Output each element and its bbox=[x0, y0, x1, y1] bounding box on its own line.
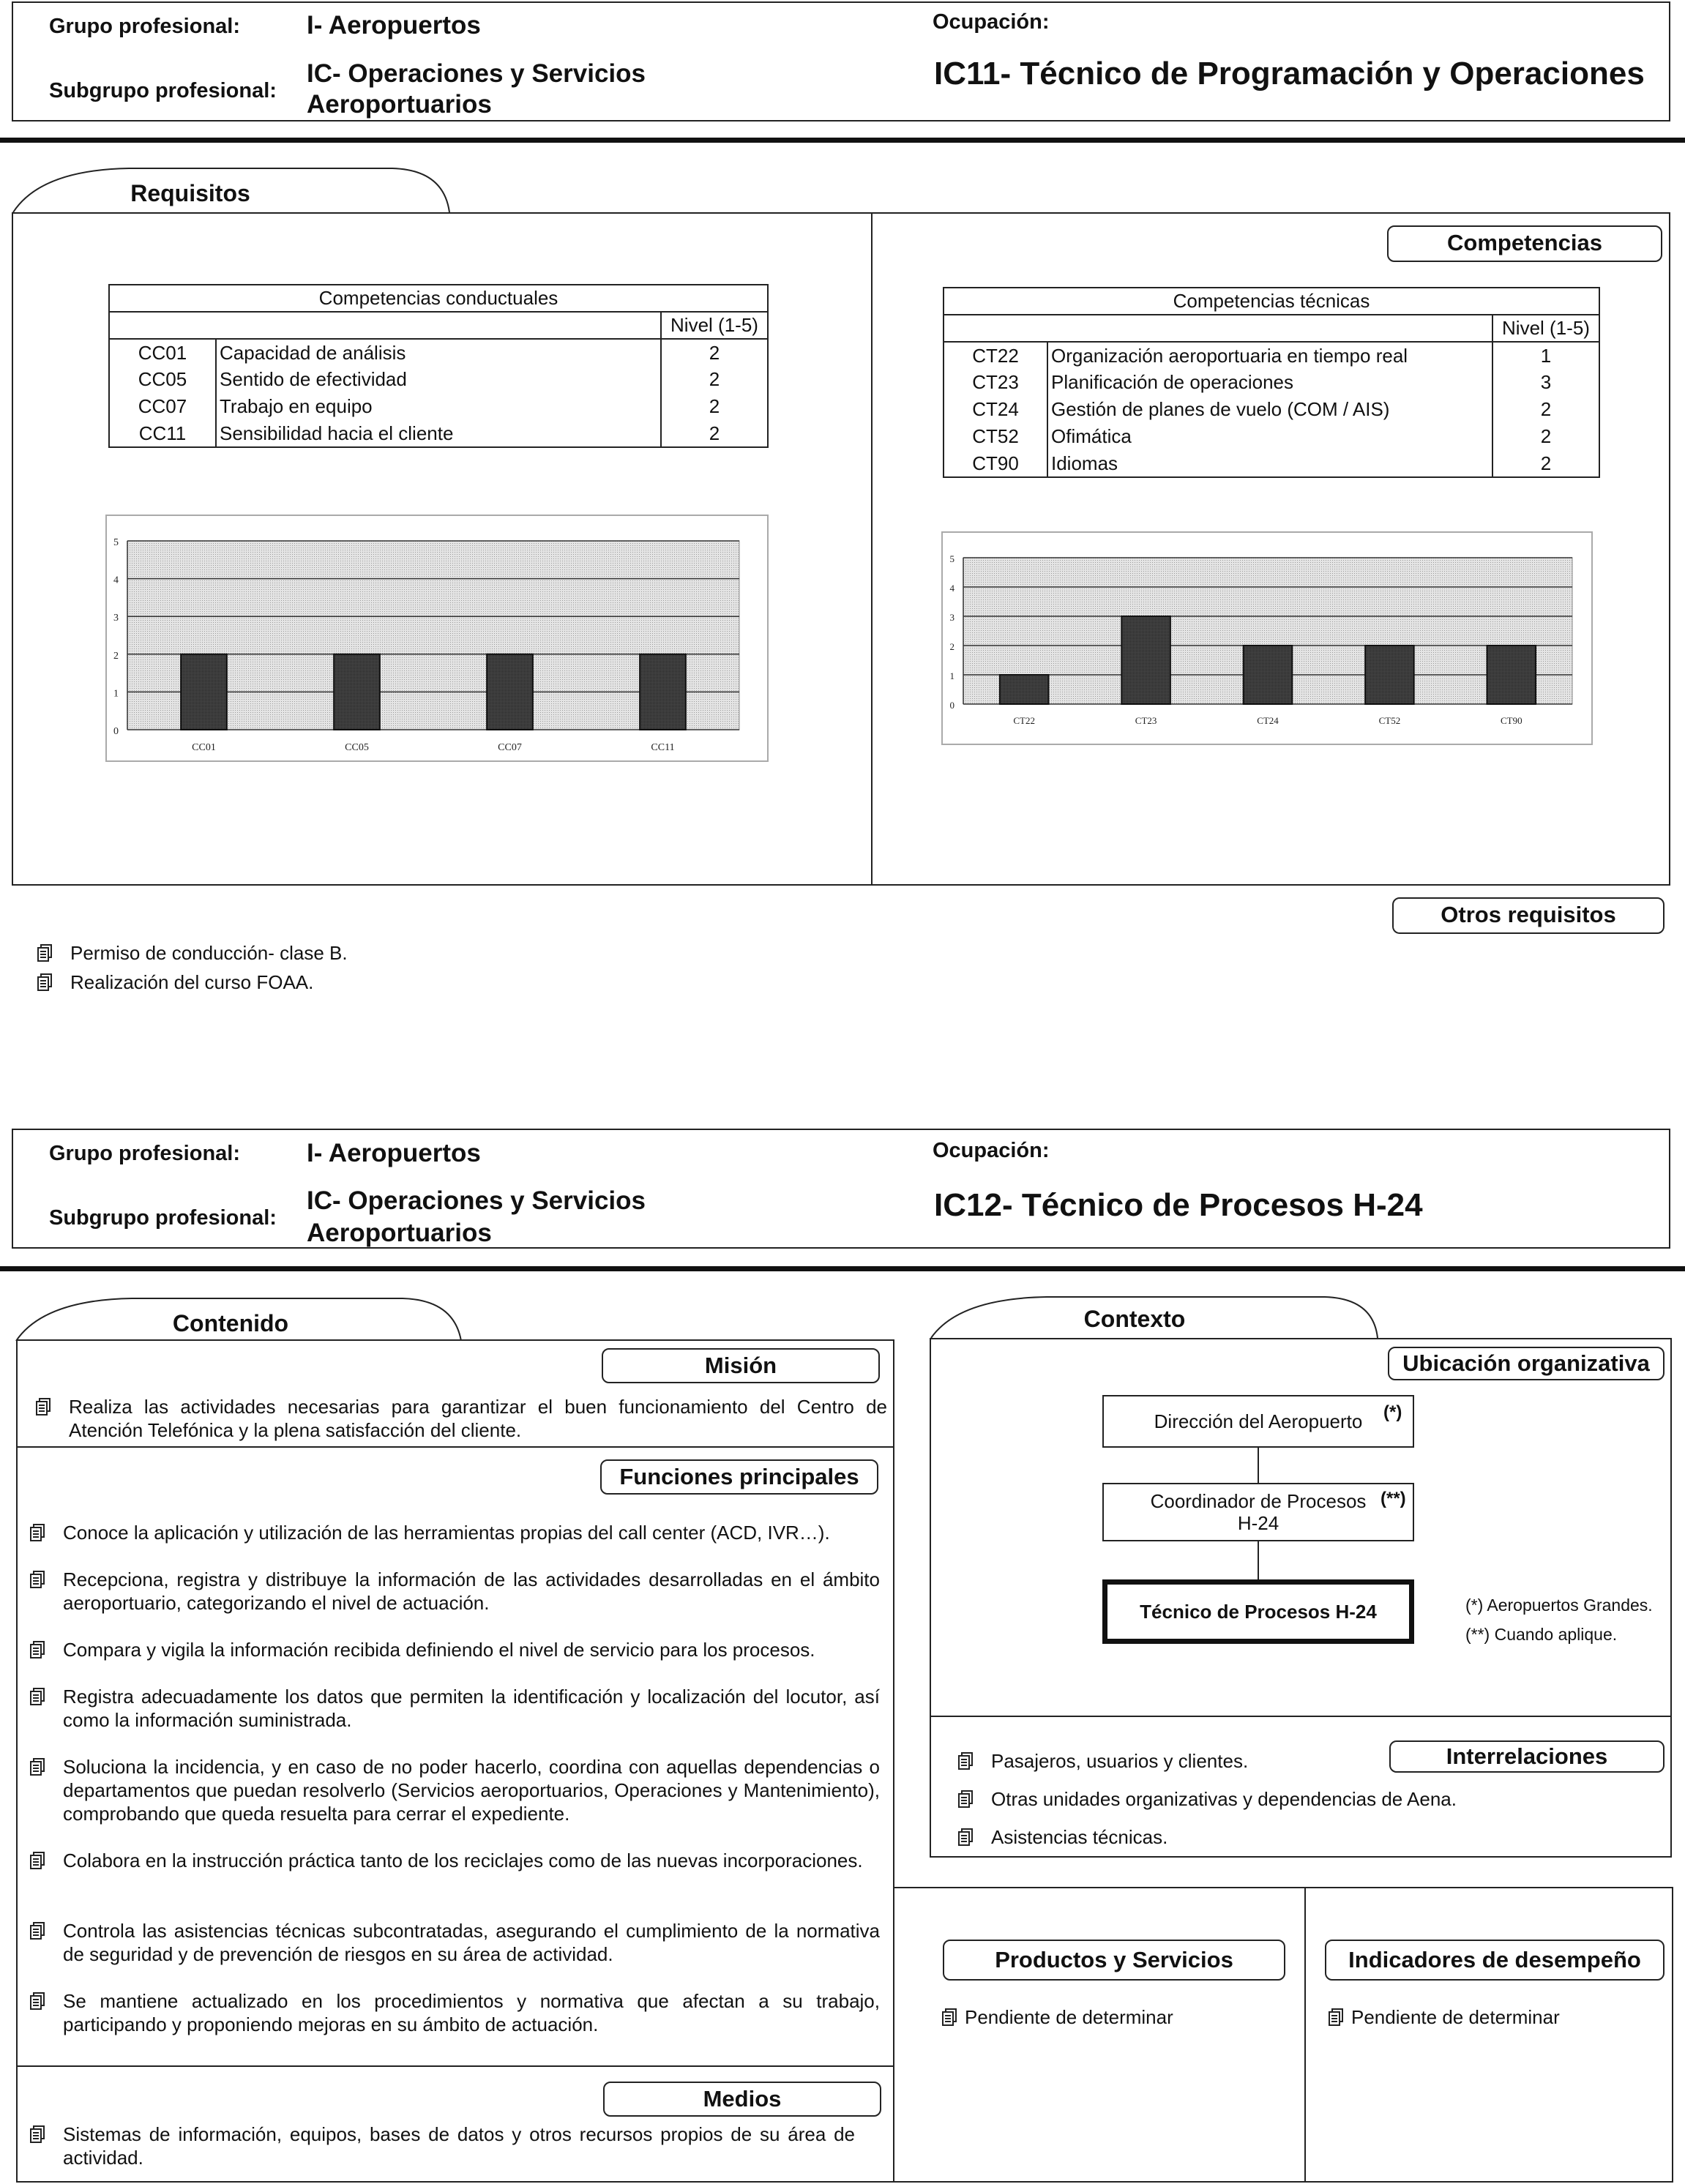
org-connector-1 bbox=[1258, 1448, 1259, 1483]
list-item-text: Compara y vigila la información recibida definiendo el nivel de servicio para los procesos. bbox=[63, 1639, 815, 1661]
row-name: Capacidad de análisis bbox=[216, 339, 661, 366]
y-tick-label: 5 bbox=[949, 553, 954, 564]
row-name: Ofimática bbox=[1047, 423, 1492, 450]
x-tick-label: CC11 bbox=[651, 742, 675, 753]
row-name: Sentido de efectividad bbox=[216, 366, 661, 393]
table-row bbox=[944, 450, 1599, 477]
y-tick-label: 4 bbox=[113, 575, 119, 586]
y-tick-label: 3 bbox=[113, 613, 119, 624]
conductuales-chart bbox=[105, 515, 769, 762]
contexto-divider bbox=[930, 1716, 1672, 1717]
table-row bbox=[944, 396, 1599, 423]
bar bbox=[487, 654, 533, 730]
document-bullet-icon bbox=[957, 1790, 974, 1808]
sheet2-occupation-value: IC12- Técnico de Procesos H-24 bbox=[934, 1187, 1423, 1223]
medios-pill: Medios bbox=[603, 2082, 881, 2117]
bar bbox=[1000, 675, 1049, 704]
productos-indicadores-divider bbox=[1304, 1887, 1306, 2183]
bar bbox=[334, 654, 380, 730]
sheet1-occupation-label: Ocupación: bbox=[933, 10, 1050, 34]
table-row bbox=[944, 342, 1599, 369]
org-note-1: (*) Aeropuertos Grandes. bbox=[1465, 1596, 1653, 1615]
row-name: Planificación de operaciones bbox=[1047, 369, 1492, 396]
list-item bbox=[29, 1919, 880, 1966]
document-bullet-icon bbox=[29, 1688, 45, 1705]
row-level: 1 bbox=[1492, 342, 1599, 369]
sheet1-occupation-value: IC11- Técnico de Programación y Operaciones bbox=[934, 56, 1645, 91]
conductuales-title: Competencias conductuales bbox=[109, 285, 768, 312]
table-row bbox=[944, 423, 1599, 450]
row-level: 2 bbox=[1492, 423, 1599, 450]
sheet1-subgroup-value-1: IC- Operaciones y Servicios bbox=[307, 59, 646, 88]
list-item-text: Pendiente de determinar bbox=[965, 2006, 1173, 2028]
org-top-mark: (*) bbox=[1383, 1402, 1402, 1422]
list-item-text: Otras unidades organizativas y dependencias de Aena. bbox=[991, 1788, 1457, 1810]
row-code: CC11 bbox=[109, 420, 216, 447]
document-bullet-icon bbox=[29, 1922, 45, 1940]
contenido-tab: Contenido bbox=[172, 1310, 289, 1336]
interrelaciones-pill: Interrelaciones bbox=[1389, 1740, 1665, 1773]
productos-pill: Productos y Servicios bbox=[943, 1940, 1285, 1981]
list-item bbox=[29, 2123, 855, 2169]
x-tick-label: CC07 bbox=[498, 742, 522, 753]
list-item bbox=[29, 1755, 880, 1825]
row-level: 2 bbox=[661, 393, 768, 420]
table-row bbox=[109, 420, 768, 447]
document-bullet-icon bbox=[29, 1524, 45, 1541]
y-tick-label: 5 bbox=[113, 537, 119, 548]
sheet2-subgroup-value-1: IC- Operaciones y Servicios bbox=[307, 1186, 646, 1215]
list-item-text: Realización del curso FOAA. bbox=[70, 971, 314, 993]
sheet2-group-value: I- Aeropuertos bbox=[307, 1139, 481, 1167]
y-tick-label: 4 bbox=[949, 583, 954, 594]
y-tick-label: 0 bbox=[113, 726, 119, 737]
list-item-text: Conoce la aplicación y utilización de las herramientas propias del call center (ACD, IVR…). bbox=[63, 1522, 830, 1544]
x-tick-label: CT52 bbox=[1378, 715, 1401, 726]
list-item bbox=[35, 1395, 887, 1442]
document-bullet-icon bbox=[29, 2125, 45, 2143]
funciones-pill: Funciones principales bbox=[600, 1459, 878, 1495]
document-bullet-icon bbox=[29, 1758, 45, 1776]
row-level: 2 bbox=[661, 420, 768, 447]
list-item bbox=[29, 1685, 880, 1732]
x-tick-label: CT22 bbox=[1013, 715, 1036, 726]
tecnicas-table bbox=[943, 287, 1600, 478]
document-bullet-icon bbox=[29, 1571, 45, 1588]
sheet2-group-label: Grupo profesional: bbox=[49, 1142, 240, 1165]
y-tick-label: 3 bbox=[949, 612, 954, 623]
contenido-divider-2 bbox=[16, 2065, 894, 2067]
document-bullet-icon bbox=[35, 1398, 51, 1416]
bar bbox=[1487, 646, 1536, 704]
list-item-text: Colabora en la instrucción práctica tanto de los reciclajes como de las nuevas incorporaciones. bbox=[63, 1850, 863, 1871]
list-item-text: Permiso de conducción- clase B. bbox=[70, 942, 348, 964]
bar bbox=[640, 654, 686, 730]
table-row bbox=[109, 393, 768, 420]
indicadores-pill: Indicadores de desempeño bbox=[1325, 1940, 1665, 1981]
row-level: 2 bbox=[1492, 396, 1599, 423]
list-item bbox=[29, 1568, 880, 1615]
y-tick-label: 2 bbox=[113, 650, 119, 662]
org-note-2: (**) Cuando aplique. bbox=[1465, 1625, 1618, 1644]
sheet1-group-label: Grupo profesional: bbox=[49, 15, 240, 38]
list-item bbox=[957, 1787, 1616, 1811]
row-name: Trabajo en equipo bbox=[216, 393, 661, 420]
requisitos-divider-vertical bbox=[871, 212, 873, 884]
sheet1-group-value: I- Aeropuertos bbox=[307, 11, 481, 40]
list-item bbox=[37, 941, 769, 965]
org-mid-label-2: H-24 bbox=[1237, 1512, 1279, 1534]
list-item-text: Se mantiene actualizado en los procedimientos y normativa que afectan a su trabajo, participando y proponiendo mejoras en su ámbito de actuación. bbox=[63, 1990, 880, 2035]
row-code: CC05 bbox=[109, 366, 216, 393]
list-item-text: Sistemas de información, equipos, bases de datos y otros recursos propios de su área de actividad. bbox=[63, 2123, 855, 2169]
row-code: CT23 bbox=[944, 369, 1047, 396]
document-bullet-icon bbox=[1328, 2008, 1344, 2026]
list-item bbox=[29, 1638, 880, 1661]
document-bullet-icon bbox=[37, 973, 53, 991]
list-item-text: Recepciona, registra y distribuye la información de las actividades desarrolladas en el ámbito aeroportuario, categorizando el nivel de actuación. bbox=[63, 1568, 880, 1614]
sheet2-rule bbox=[0, 1266, 1685, 1271]
org-mid-label-1: Coordinador de Procesos bbox=[1150, 1490, 1367, 1512]
requisitos-tab: Requisitos bbox=[130, 180, 250, 206]
otros-requisitos-pill: Otros requisitos bbox=[1392, 897, 1665, 934]
bar bbox=[1365, 646, 1414, 704]
x-tick-label: CT90 bbox=[1500, 715, 1523, 726]
document-bullet-icon bbox=[941, 2008, 957, 2026]
contexto-tab: Contexto bbox=[1083, 1306, 1186, 1332]
list-item-text: Soluciona la incidencia, y en caso de no poder hacerlo, coordina con aquellas dependencias o departamentos que puedan resolverlo (Servicios aeroportuarios, Operaciones y Mantenimiento), comprobando que queda resuelta para cerrar el expediente. bbox=[63, 1756, 880, 1825]
list-item bbox=[957, 1825, 1616, 1849]
tecnicas-title: Competencias técnicas bbox=[944, 288, 1599, 315]
list-item bbox=[1328, 2005, 1665, 2029]
org-connector-2 bbox=[1258, 1541, 1259, 1579]
list-item-text: Pendiente de determinar bbox=[1351, 2006, 1560, 2028]
row-level: 2 bbox=[661, 339, 768, 366]
y-tick-label: 0 bbox=[949, 700, 954, 711]
document-bullet-icon bbox=[29, 1992, 45, 2010]
list-item-text: Registra adecuadamente los datos que permiten la identificación y localización del locutor, así como la información suministrada. bbox=[63, 1686, 880, 1731]
list-item bbox=[29, 1521, 880, 1544]
bar bbox=[1244, 646, 1293, 704]
x-tick-label: CT23 bbox=[1135, 715, 1157, 726]
org-box-coordinador bbox=[1102, 1483, 1414, 1541]
row-name: Idiomas bbox=[1047, 450, 1492, 477]
document-bullet-icon bbox=[37, 944, 53, 962]
row-name: Gestión de planes de vuelo (COM / AIS) bbox=[1047, 396, 1492, 423]
table-row bbox=[944, 369, 1599, 396]
sheet2-subgroup-value-2: Aeroportuarios bbox=[307, 1219, 492, 1247]
contenido-divider-1 bbox=[16, 1446, 894, 1448]
conductuales-level-header: Nivel (1-5) bbox=[661, 312, 768, 339]
row-code: CC01 bbox=[109, 339, 216, 366]
sheet2-subgroup-label: Subgrupo profesional: bbox=[49, 1206, 277, 1230]
sheet1-rule bbox=[0, 138, 1685, 143]
list-item-text: Realiza las actividades necesarias para garantizar el buen funcionamiento del Centro de Atención Telefónica y la plena satisfacción del cliente. bbox=[69, 1396, 887, 1441]
x-tick-label: CC01 bbox=[192, 742, 216, 753]
x-tick-label: CT24 bbox=[1257, 715, 1279, 726]
org-box-tecnico bbox=[1102, 1579, 1414, 1644]
list-item-text: Controla las asistencias técnicas subcontratadas, asegurando el cumplimiento de la normativa de seguridad y de prevención de riesgos en su área de actividad. bbox=[63, 1920, 880, 1965]
bar bbox=[1121, 616, 1170, 704]
list-item bbox=[29, 1989, 880, 2036]
row-level: 3 bbox=[1492, 369, 1599, 396]
sheet1-subgroup-value-2: Aeroportuarios bbox=[307, 90, 492, 119]
y-tick-label: 1 bbox=[113, 688, 119, 700]
org-mid-mark: (**) bbox=[1380, 1489, 1406, 1508]
row-code: CT90 bbox=[944, 450, 1047, 477]
table-row bbox=[109, 339, 768, 366]
y-tick-label: 2 bbox=[949, 641, 954, 652]
list-item bbox=[37, 971, 769, 994]
list-item bbox=[29, 1849, 880, 1872]
list-item bbox=[957, 1749, 1616, 1773]
sheet1-subgroup-label: Subgrupo profesional: bbox=[49, 79, 277, 102]
y-tick-label: 1 bbox=[949, 670, 954, 681]
list-item-text: Pasajeros, usuarios y clientes. bbox=[991, 1750, 1249, 1772]
row-code: CT24 bbox=[944, 396, 1047, 423]
tecnicas-chart bbox=[941, 531, 1593, 745]
org-bottom-label: Técnico de Procesos H-24 bbox=[1140, 1600, 1377, 1623]
sheet2-occupation-label: Ocupación: bbox=[933, 1139, 1050, 1162]
x-tick-label: CC05 bbox=[345, 742, 369, 753]
org-box-direccion bbox=[1102, 1395, 1414, 1448]
row-level: 2 bbox=[1492, 450, 1599, 477]
org-top-label: Dirección del Aeropuerto bbox=[1154, 1410, 1363, 1432]
row-name: Organización aeroportuaria en tiempo real bbox=[1047, 342, 1492, 369]
competencias-pill: Competencias bbox=[1387, 225, 1662, 262]
mision-pill: Misión bbox=[602, 1348, 880, 1383]
row-code: CT22 bbox=[944, 342, 1047, 369]
document-bullet-icon bbox=[29, 1852, 45, 1869]
document-bullet-icon bbox=[957, 1828, 974, 1846]
row-name: Sensibilidad hacia el cliente bbox=[216, 420, 661, 447]
ubicacion-pill: Ubicación organizativa bbox=[1388, 1347, 1665, 1380]
list-item bbox=[941, 2005, 1293, 2029]
document-bullet-icon bbox=[957, 1752, 974, 1770]
requisitos-divider-horizontal bbox=[12, 884, 873, 886]
row-code: CC07 bbox=[109, 393, 216, 420]
bar bbox=[181, 654, 227, 730]
row-code: CT52 bbox=[944, 423, 1047, 450]
list-item-text: Asistencias técnicas. bbox=[991, 1826, 1168, 1848]
conductuales-table bbox=[108, 284, 769, 448]
document-bullet-icon bbox=[29, 1641, 45, 1658]
tecnicas-level-header: Nivel (1-5) bbox=[1492, 315, 1599, 342]
table-row bbox=[109, 366, 768, 393]
row-level: 2 bbox=[661, 366, 768, 393]
productos-indicadores-box bbox=[893, 1887, 1673, 2183]
